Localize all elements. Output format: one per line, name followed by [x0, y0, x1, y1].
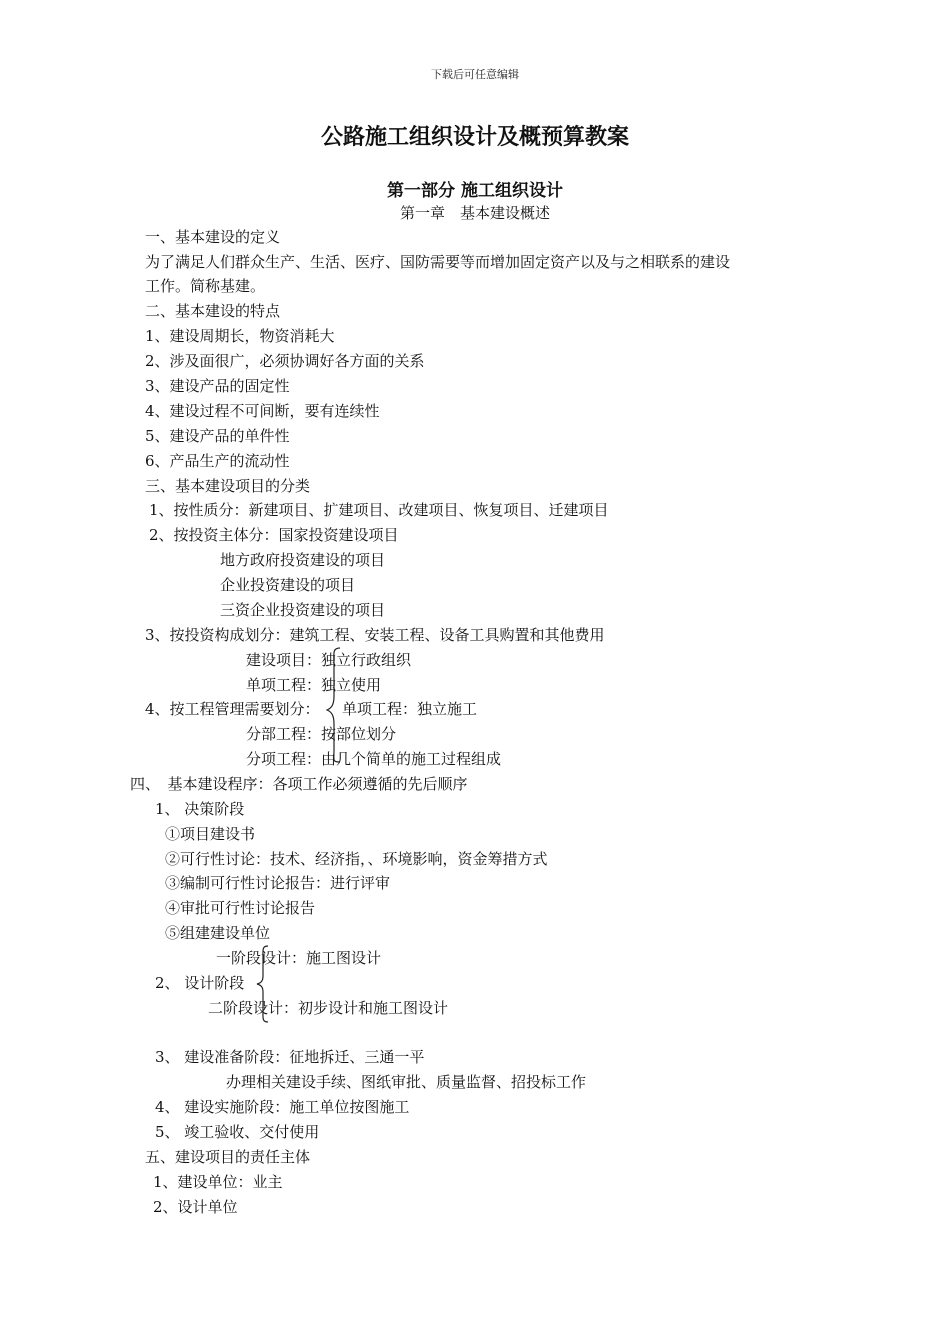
list-item: 1、建设单位：业主 [153, 1173, 283, 1191]
chapter-heading: 第一章 基本建设概述 [399, 204, 550, 222]
document-title: 公路施工组织设计及概预算教案 [320, 124, 629, 150]
part-heading: 第一部分 施工组织设计 [387, 181, 563, 201]
list-item: 2、 设计阶段 [155, 974, 245, 992]
list-subitem: ①项目建设书 [165, 825, 256, 843]
list-item: 3、建设产品的固定性 [145, 377, 290, 395]
list-item: 3、按投资构成划分：建筑工程、安装工程、设备工具购置和其他费用 [145, 626, 605, 644]
list-subitem: 地方政府投资建设的项目 [220, 551, 386, 569]
section-heading: 一、基本建设的定义 [145, 228, 281, 246]
list-item: 2、涉及面很广，必须协调好各方面的关系 [145, 352, 425, 370]
list-item: 5、建设产品的单件性 [145, 427, 290, 445]
section-heading: 二、基本建设的特点 [145, 302, 281, 320]
list-item: 2、设计单位 [153, 1198, 238, 1216]
list-item: 5、 竣工验收、交付使用 [155, 1123, 320, 1141]
section-heading: 五、建设项目的责任主体 [145, 1148, 311, 1166]
list-item: 4、按工程管理需要划分： [145, 700, 320, 718]
list-subitem: 单项工程：独立使用 [246, 676, 382, 694]
list-subitem: 办理相关建设手续、图纸审批、质量监督、招投标工作 [226, 1073, 587, 1091]
curly-brace-icon [326, 646, 342, 764]
list-subitem: ⑤组建建设单位 [165, 924, 271, 942]
list-subitem: 分部工程：按部位划分 [246, 725, 397, 743]
list-item: 4、 建设实施阶段：施工单位按图施工 [155, 1098, 410, 1116]
list-subitem: 一阶段设计：施工图设计 [216, 949, 382, 967]
list-subitem: 三资企业投资建设的项目 [220, 601, 386, 619]
list-subitem: ②可行性讨论：技术、经济指，、环境影响，资金筹措方式 [165, 850, 548, 868]
page-header: 下载后可任意编辑 [431, 68, 519, 81]
list-item: 1、 决策阶段 [155, 800, 245, 818]
list-item: 3、 建设准备阶段：征地拆迁、三通一平 [155, 1048, 425, 1066]
paragraph-line: 为了满足人们群众生产、生活、医疗、国防需要等而增加固定资产以及与之相联系的建设 [145, 253, 731, 271]
list-subitem: 单项工程：独立施工 [342, 700, 478, 718]
list-item: 1、按性质分：新建项目、扩建项目、改建项目、恢复项目、迁建项目 [149, 501, 609, 519]
list-item: 2、按投资主体分：国家投资建设项目 [149, 526, 399, 544]
list-subitem: 企业投资建设的项目 [220, 576, 356, 594]
section-heading: 三、基本建设项目的分类 [145, 477, 311, 495]
list-subitem: 建设项目：独立行政组织 [246, 651, 412, 669]
paragraph-line: 工作。简称基建。 [145, 277, 266, 295]
section-heading: 四、 基本建设程序：各项工作必须遵循的先后顺序 [130, 775, 468, 793]
list-item: 1、建设周期长，物资消耗大 [145, 327, 335, 345]
list-item: 4、建设过程不可间断，要有连续性 [145, 402, 380, 420]
list-subitem: 二阶段设计：初步设计和施工图设计 [208, 999, 449, 1017]
list-subitem: ③编制可行性讨论报告：进行评审 [165, 874, 391, 892]
curly-brace-icon [256, 944, 270, 1024]
list-subitem: 分项工程：由几个简单的施工过程组成 [246, 750, 502, 768]
list-item: 6、产品生产的流动性 [145, 452, 290, 470]
list-subitem: ④审批可行性讨论报告 [165, 899, 316, 917]
